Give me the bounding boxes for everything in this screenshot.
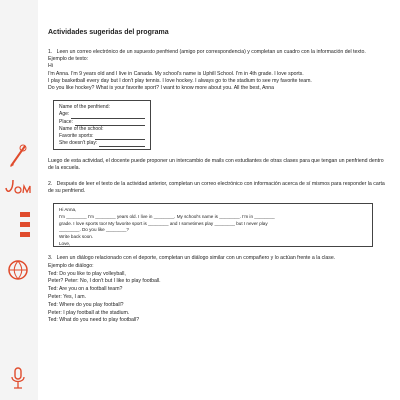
accent-stripe [20,232,30,237]
template-line: Write back soon. [59,234,94,240]
example-label: Ejemplo de texto: [48,56,89,63]
section-2 [48,181,388,247]
example-label: Ejemplo de diálogo: [48,262,94,269]
email-line: Hi [48,63,53,70]
document-content [48,28,388,325]
section-2-instruction: 2. Después de leer el texto de la actividad anterior, completan un correo electrónico con información acerca de sí mismos para responder la carta de su penfriend. [48,180,387,194]
form-field: Name of the penfriend: [59,104,110,111]
dialog-line: Peter? Peter: No, I don't but I like to play football. [48,278,161,285]
blank-line [95,134,145,140]
penfriend-info-form [53,100,151,150]
section-1-instruction: 1. Leen un correo electrónico de un supuesto penfriend (amigo por correspondencia) y completan un cuadro con la información del texto. [48,49,366,55]
form-field: She doesn't play: [59,140,145,147]
blank-line [99,141,145,147]
email-line: I play basketball every day but I don't play tennis. I love hockey. I always go to the stadium to see my favorite team. [48,77,312,84]
left-margin-strip [0,0,38,400]
template-line: grade. I love sports too! My favorite sport is ________ and I sometimes play ________ but I never play [59,220,268,226]
microphone-icon [3,365,33,395]
dialog-line: Ted: Are you on a football team? [48,286,123,293]
jam-icon [3,172,33,202]
form-field: Age: [59,111,145,118]
dialog-line: Peter: Yes, I am. [48,294,87,301]
pencil-icon [3,140,33,170]
email-line: Do you like hockey? What is your favorite sport? I want to know more about you. All the best, Anna [48,85,275,92]
template-line: Hi Anna, [59,207,77,213]
section-3 [48,255,388,325]
form-field: Name of the school: [59,125,104,132]
email-line: I'm Anna. I'm 9 years old and I live in Canada. My school's name is Uphill School. I'm in 4th grade. I love sports. [48,70,304,77]
form-field: Place: [59,119,145,126]
form-field: Favorite sports: [59,133,145,140]
section-3-instruction: 3. Leen un diálogo relacionado con el deporte, completan un diálogo similar con un compañero y lo actúan frente a la clase. [48,255,336,262]
section-1 [48,49,388,173]
blank-line [71,113,145,119]
dialog-line: Ted: Do you like to play volleyball, [48,270,126,277]
accent-stripe [20,212,30,217]
reply-email-template [53,203,373,247]
template-line: Love, [59,241,71,247]
template-line: I'm ________ I'm ________ years old. I live in ________. My school's name is ________. I'm in ________ [59,213,275,219]
dialog-line: Peter: I play football at the stadium. [48,309,130,316]
globe-icon [3,255,33,285]
dialog-line: Ted: What do you need to play football? [48,317,140,324]
page-title: Actividades sugeridas del programa [48,29,169,36]
section-1-followup: Luego de esta actividad, el docente puede proponer un intercambio de mails con estudiantes de otras clases para que tengan un penfriend dentro de la escuela. [48,158,386,172]
template-line: ________. Do you like ________? [59,227,129,233]
dialog-line: Ted: Where do you play football? [48,301,124,308]
accent-stripe [20,222,30,227]
